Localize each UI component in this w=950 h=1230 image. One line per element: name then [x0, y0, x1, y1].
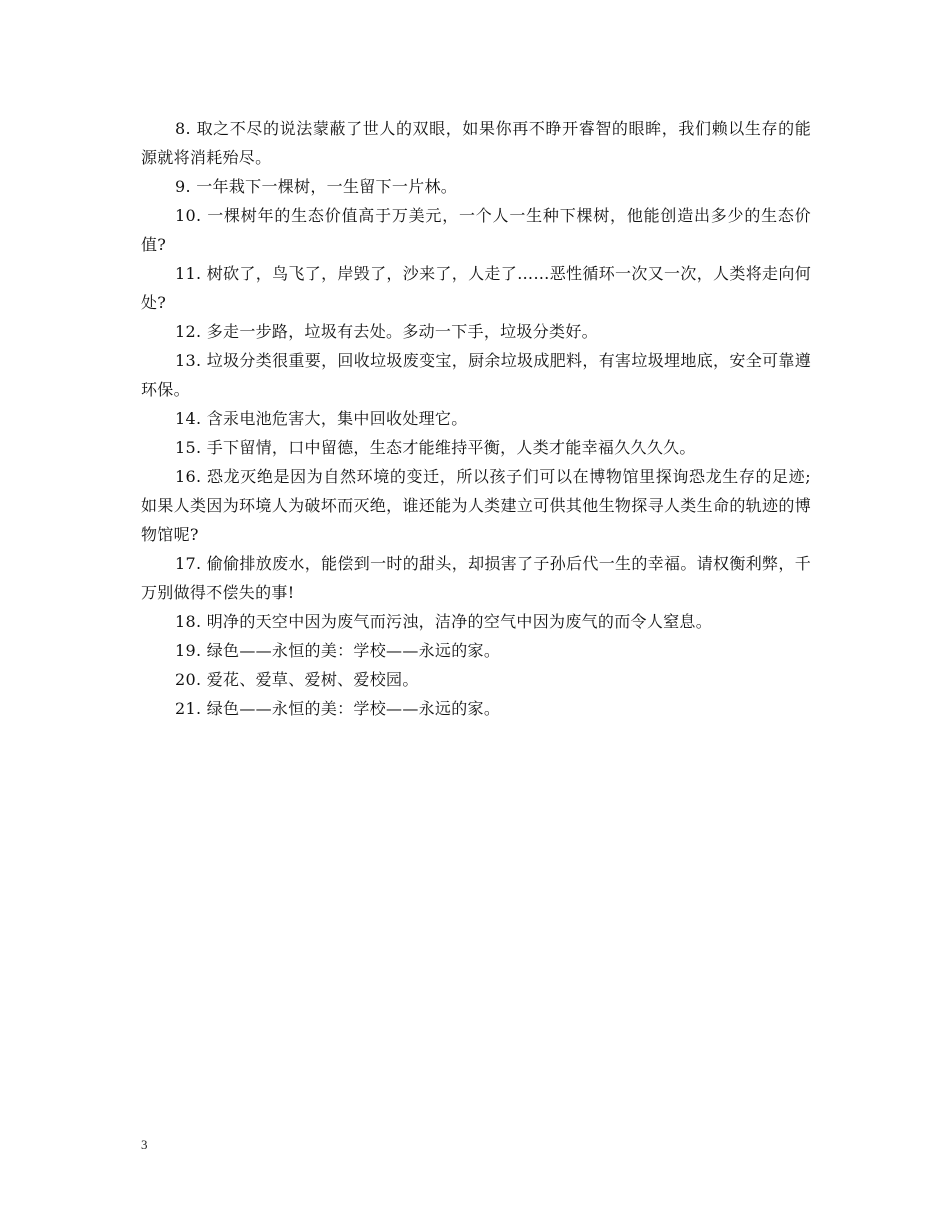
- slogan-paragraph: 16. 恐龙灭绝是因为自然环境的变迁，所以孩子们可以在博物馆里探询恐龙生存的足迹;如果人类因为环境人为破坏而灭绝，谁还能为人类建立可供其他生物探寻人类生命的轨迹的博物馆呢?: [141, 467, 811, 544]
- slogan-paragraph: 13. 垃圾分类很重要，回收垃圾废变宝，厨余垃圾成肥料，有害垃圾埋地底，安全可靠遵环保。: [141, 351, 811, 399]
- slogan-paragraph: 19. 绿色——永恒的美：学校——永远的家。: [175, 641, 501, 660]
- slogan-paragraph: 14. 含汞电池危害大，集中回收处理它。: [175, 409, 468, 428]
- slogan-paragraph: 10. 一棵树年的生态价值高于万美元，一个人一生种下棵树，他能创造出多少的生态价值?: [141, 206, 811, 254]
- slogan-paragraph: 8. 取之不尽的说法蒙蔽了世人的双眼，如果你再不睁开睿智的眼眸，我们赖以生存的能源就将消耗殆尽。: [141, 119, 811, 167]
- slogan-paragraph: 11. 树砍了，鸟飞了，岸毁了，沙来了，人走了……恶性循环一次又一次，人类将走向何处?: [141, 264, 811, 312]
- slogan-paragraph: 18. 明净的天空中因为废气而污浊，洁净的空气中因为废气的而令人窒息。: [175, 612, 713, 631]
- slogan-paragraph: 12. 多走一步路，垃圾有去处。多动一下手，垃圾分类好。: [175, 322, 598, 341]
- document-body: [141, 114, 811, 723]
- slogan-paragraph: 15. 手下留情，口中留德，生态才能维持平衡，人类才能幸福久久久久。: [175, 438, 696, 457]
- page-number: 3: [141, 1137, 148, 1152]
- slogan-paragraph: 21. 绿色——永恒的美：学校——永远的家。: [175, 699, 501, 718]
- slogan-paragraph: 20. 爱花、爱草、爱树、爱校园。: [175, 670, 419, 689]
- slogan-paragraph: 17. 偷偷排放废水，能偿到一时的甜头，却损害了子孙后代一生的幸福。请权衡利弊，千万别做得不偿失的事!: [141, 554, 811, 602]
- slogan-paragraph: 9. 一年栽下一棵树，一生留下一片林。: [175, 177, 458, 196]
